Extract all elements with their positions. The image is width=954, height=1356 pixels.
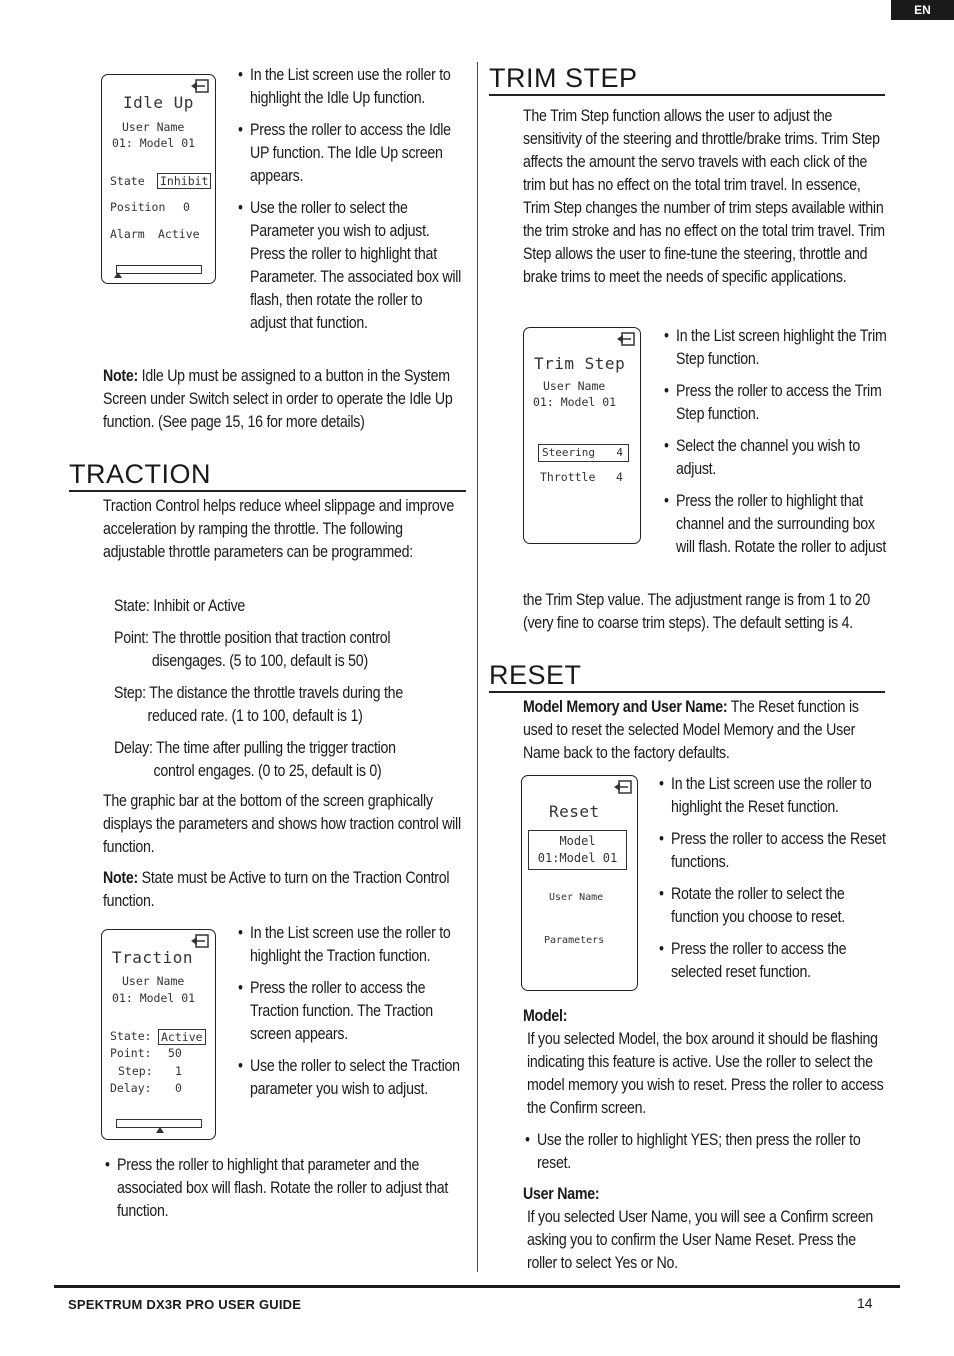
param-delay-detail: control engages. (0 to 25, default is 0) (153, 762, 382, 780)
intro-label: Model Memory and User Name: (523, 698, 728, 716)
traction-final (105, 1154, 462, 1223)
intro-text: The Reset function is used to reset the selected Model Memory and the User Name back to the factory defaults. (523, 698, 859, 762)
list-item: • In the List screen highlight the Trim Step function. (664, 325, 894, 371)
trim-step-after: the Trim Step value. The adjustment range is from 1 to 20 (very fine to coarse trim steps). The default setting is 4. (523, 591, 871, 632)
reset-rule (489, 691, 885, 693)
back-icon (613, 780, 633, 794)
delay-label: Delay: (110, 1081, 152, 1095)
model-heading: Model: (523, 1007, 568, 1025)
list-item: • Select the channel you wish to adjust. (664, 435, 894, 481)
throttle-value[interactable]: 4 (616, 470, 623, 484)
back-icon (190, 79, 210, 93)
model-label: 01: Model 01 (533, 395, 617, 409)
screen-title: Trim Step (534, 354, 626, 373)
note-label: Note: (103, 367, 138, 385)
list-item: • Press the roller to access the selected reset function. (659, 938, 889, 984)
language-tab (891, 0, 954, 20)
graphic-bar (116, 265, 202, 274)
step-value[interactable]: 1 (175, 1064, 182, 1078)
list-item: • In the List screen use the roller to highlight the Idle Up function. (238, 64, 462, 110)
trim-step-screen (523, 327, 641, 544)
trim-step-intro: The Trim Step function allows the user to adjust the sensitivity of the steering and throttle/brake trims. Trim Step affects the amount the servo travels with each click of the trim but has no effect on the total trim travel. In essence, Trim Step changes the number of trim steps available within the trim stroke and has no effect on the total trim travel. Trim Step allows the user to fine-tune the steering, throttle and brake trims to meet the needs of specific applications. (523, 107, 885, 286)
steering-value: 4 (616, 446, 623, 459)
list-item: • In the List screen use the roller to highlight the Reset function. (659, 773, 889, 819)
list-item: • Press the roller to highlight that channel and the surrounding box will flash. Rotate the roller to adjust (664, 490, 894, 559)
param-point: Point: The throttle position that traction control (114, 629, 391, 647)
user-name-text: If you selected User Name, you will see a Confirm screen asking you to confirm the User Name Reset. Press the roller to select Yes or No. (527, 1208, 873, 1272)
back-icon (616, 332, 636, 346)
idle-up-bullets (238, 64, 462, 335)
state-value-box[interactable]: Active (158, 1029, 206, 1045)
list-item: • Press the roller to access the Reset functions. (659, 828, 889, 874)
list-item: • Press the roller to highlight that parameter and the associated box will flash. Rotate the roller to adjust that function. (105, 1154, 462, 1223)
state-label: State (110, 174, 145, 188)
point-value[interactable]: 50 (168, 1046, 182, 1060)
model-label: 01: Model 01 (112, 136, 196, 150)
footer-rule (54, 1285, 900, 1288)
note-label: Note: (103, 869, 138, 887)
traction-intro: Traction Control helps reduce wheel slippage and improve acceleration by ramping the throttle. The following adjustable throttle parameters can be programmed: (103, 497, 455, 561)
state-label: State: (110, 1029, 152, 1043)
steering-box[interactable] (538, 444, 629, 462)
screen-title: Traction (112, 948, 194, 967)
column-divider (477, 62, 478, 1272)
point-label: Point: (110, 1046, 152, 1060)
user-name-option[interactable]: User Name (549, 892, 604, 903)
idle-up-note (103, 365, 468, 434)
position-label: Position (110, 200, 166, 214)
idle-up-screen (101, 74, 216, 284)
model-text: If you selected Model, the box around it should be flashing indicating this feature is active. Use the roller to select the model memory you wish to reset. Press the roller to access the Confirm screen. (527, 1030, 884, 1117)
step-label: Step: (118, 1064, 153, 1078)
traction-graphic-text: The graphic bar at the bottom of the screen graphically displays the parameters and shows how traction control will function. (103, 792, 461, 856)
list-item: • In the List screen use the roller to highlight the Traction function. (238, 922, 462, 968)
list-item: • Press the roller to access the Traction function. The Traction screen appears. (238, 977, 462, 1046)
param-point-detail: disengages. (5 to 100, default is 50) (151, 652, 368, 670)
param-step-detail: reduced rate. (1 to 100, default is 1) (147, 707, 363, 725)
list-item: • Press the roller to access the Idle UP function. The Idle Up screen appears. (238, 119, 462, 188)
list-item: • Rotate the roller to select the function you choose to reset. (659, 883, 889, 929)
bar-marker-icon (114, 272, 122, 278)
position-value[interactable]: 0 (183, 200, 190, 214)
reset-bullets (659, 773, 889, 984)
reset-intro (523, 696, 888, 765)
trim-step-rule (489, 94, 885, 96)
list-item: • Use the roller to select the Parameter you wish to adjust. Press the roller to highlight that Parameter. The associated box will flash, then rotate the roller to adjust that function. (238, 197, 462, 335)
traction-note (103, 867, 468, 913)
user-name-label: User Name (122, 120, 185, 134)
traction-screen (101, 929, 216, 1140)
traction-rule (69, 490, 466, 492)
parameters-option[interactable]: Parameters (544, 935, 605, 946)
language-label: EN (914, 3, 931, 17)
user-name-label: User Name (543, 379, 606, 393)
param-step: Step: The distance the throttle travels during the (114, 684, 403, 702)
traction-bullets (238, 922, 462, 1101)
list-item: • Use the roller to highlight YES; then press the roller to reset. (525, 1129, 886, 1175)
user-name-label: User Name (122, 974, 185, 988)
screen-title: Idle Up (123, 93, 194, 112)
param-delay: Delay: The time after pulling the trigger traction (114, 739, 396, 757)
list-item: • Press the roller to access the Trim Step function. (664, 380, 894, 426)
param-state: State: Inhibit or Active (114, 597, 246, 615)
state-value-box[interactable]: Inhibit (157, 173, 211, 189)
steering-label: Steering (542, 446, 595, 459)
model-bullet-wrap (525, 1129, 886, 1175)
traction-params (114, 595, 475, 783)
page-number: 14 (857, 1295, 873, 1311)
note-text: State must be Active to turn on the Traction Control function. (103, 869, 450, 910)
trim-step-title: TRIM STEP (489, 63, 638, 93)
traction-title: TRACTION (69, 459, 211, 489)
alarm-value[interactable]: Active (158, 227, 200, 241)
throttle-label: Throttle (540, 470, 596, 484)
reset-title: RESET (489, 660, 582, 690)
user-name-heading: User Name: (523, 1185, 600, 1203)
note-text: Idle Up must be assigned to a button in the System Screen under Switch select in order to operate the Idle Up function. (See page 15, 16 for more details) (103, 367, 453, 431)
model-box[interactable] (528, 830, 627, 870)
footer-guide-title: SPEKTRUM DX3R PRO USER GUIDE (68, 1297, 302, 1312)
back-icon (190, 934, 210, 948)
trim-step-bullets (664, 325, 894, 559)
model-value: 01:Model 01 (537, 851, 618, 865)
list-item: • Use the roller to select the Traction parameter you wish to adjust. (238, 1055, 462, 1101)
delay-value[interactable]: 0 (175, 1081, 182, 1095)
bar-marker-icon (156, 1127, 164, 1133)
reset-screen (521, 775, 638, 991)
model-label: 01: Model 01 (112, 991, 196, 1005)
model-label: Model (559, 834, 596, 848)
screen-title: Reset (549, 802, 600, 821)
alarm-label: Alarm (110, 227, 145, 241)
